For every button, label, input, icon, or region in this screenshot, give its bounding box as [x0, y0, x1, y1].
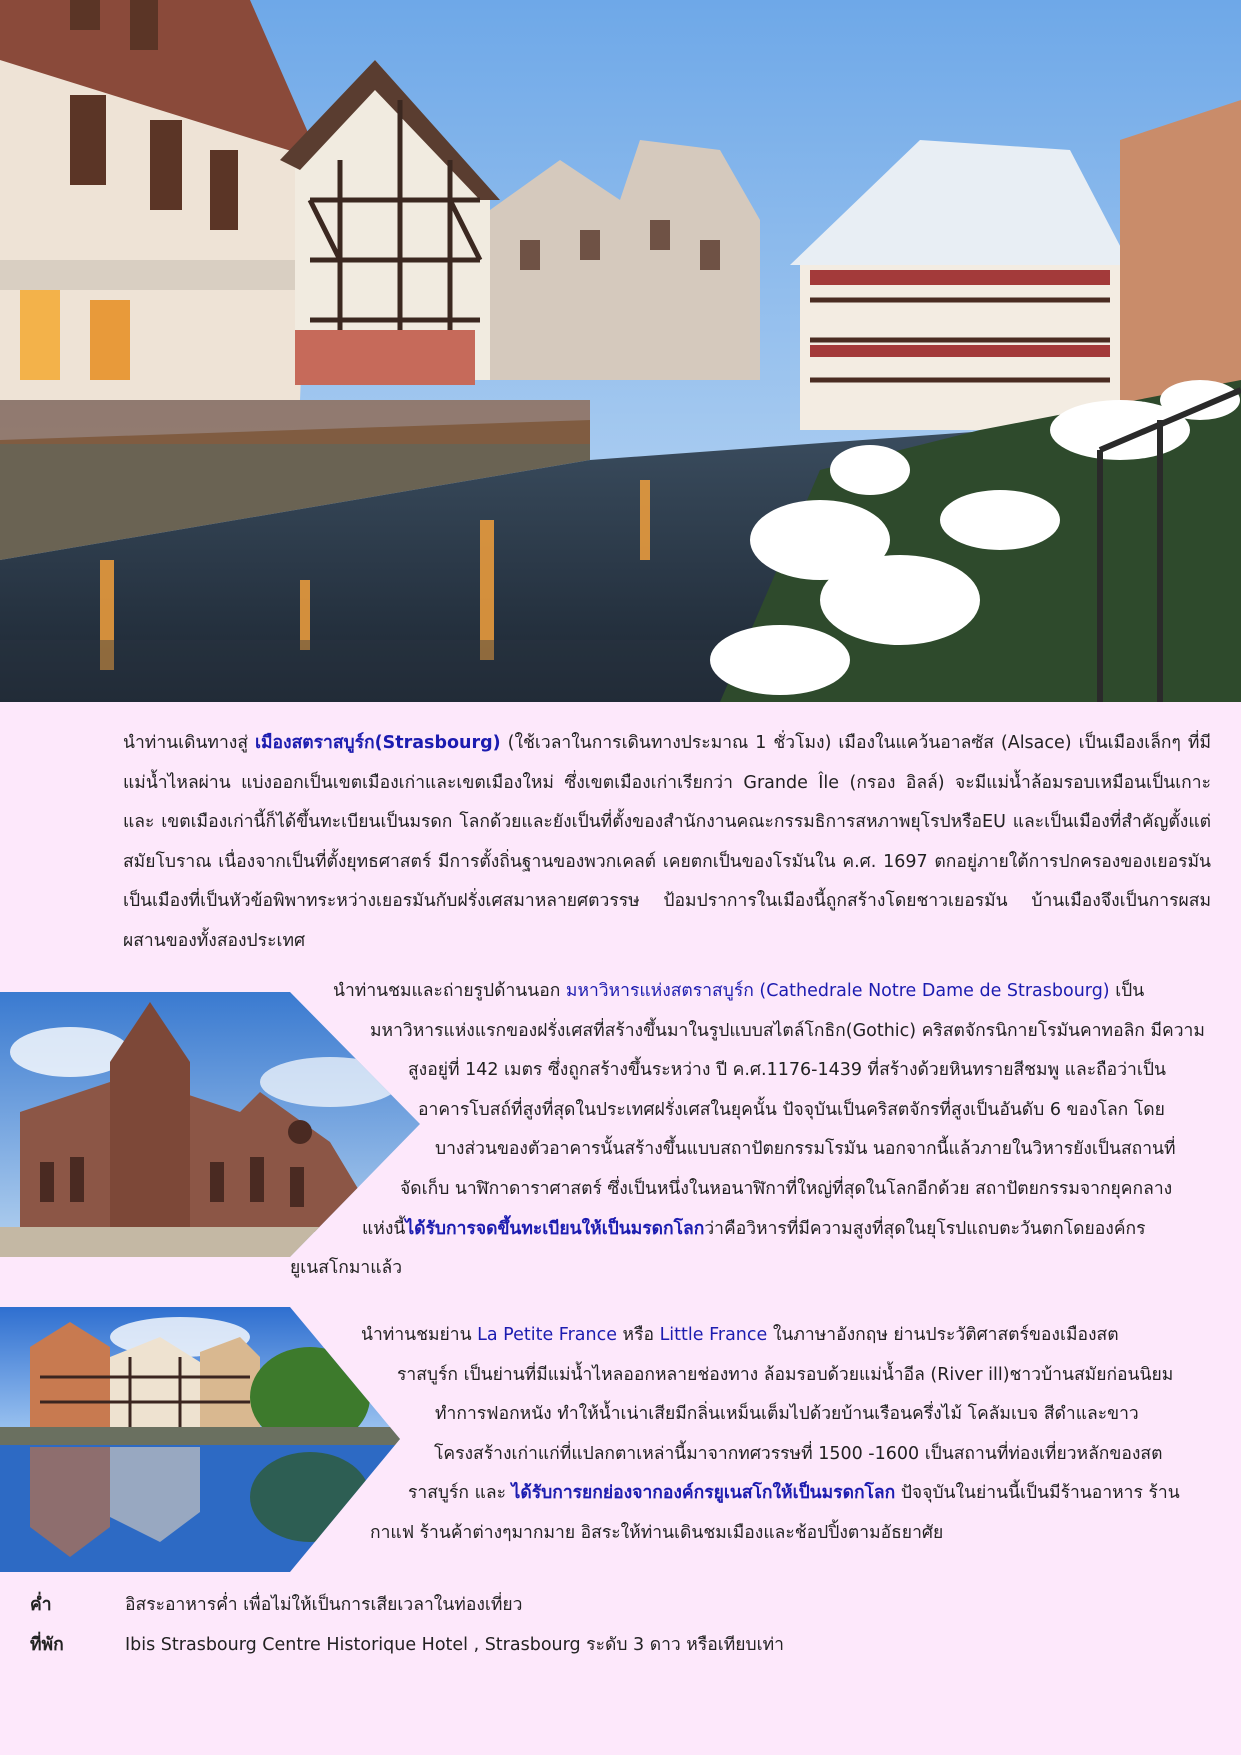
cathedral-line-5: บางส่วนของตัวอาคารนั้นสร้างขึ้นแบบสถาปัตยกรรมโรมัน นอกจากนี้แล้วภายในวิหารยังเป็นสถานที่ — [435, 1139, 1176, 1160]
intro-text: นำท่านเดินทางสู่ — [123, 733, 256, 753]
dinner-label: ค่ำ — [30, 1595, 52, 1615]
intro-text-body: (ใช้เวลาในการเดินทางประมาณ 1 ชั่วโมง) เมืองในแคว้นอาลซัส (Alsace) เป็นเมืองเล็กๆ ที่มีแม่น้ำไหลผ่าน แบ่งออกเป็นเขตเมืองเก่าและเขตเมืองใหม่ ซึ่งเขตเมืองเก่าเรียกว่า Grande Île (กรอง อิลล์) จะมีแม่น้ำล้อมรอบเหมือนเป็นเกาะ และ เขตเมืองเก่านี้ก็ได้ขึ้นทะเบียนเป็นมรดก โลกด้วยและยังเป็นที่ตั้งของสำนักงานคณะกรรมธิการสหภาพยุโรปหรือEU และเป็นเมืองที่สำคัญตั้งแต่สมัยโบราณ เนื่องจากเป็นที่ตั้งยุทธศาสตร์ มีการตั้งถิ่นฐานของพวกเคลต์ เคยตกเป็นของโรมันใน ค.ศ. 1697 ตกอยู่ภายใต้การปกครองของเยอรมัน เป็นเมืองที่เป็นหัวข้อพิพาทระหว่างเยอรมันกับฝรั่งเศสมาหลายศตวรรษ ป้อมปราการในเมืองนี้ถูกสร้างโดยชาวเยอรมัน บ้านเมืองจึงเป็นการผสมผสานของทั้งสองประเทศ — [123, 733, 1211, 951]
cathedral-line-7 — [290, 1210, 1211, 1250]
cathedral-paragraph — [290, 972, 1211, 1289]
petite-france-line-4: โครงสร้างเก่าแก่ที่แปลกตาเหล่านี้มาจากทศวรรษที่ 1500 -1600 เป็นสถานที่ท่องเที่ยวหลักของสต — [434, 1443, 1163, 1464]
petite-france-paragraph — [330, 1316, 1211, 1554]
petite-france-text: ราสบูร์ก และ — [408, 1483, 512, 1504]
strasbourg-intro-paragraph — [123, 724, 1211, 962]
dinner-row — [30, 1590, 1210, 1620]
petite-france-text: หรือ — [616, 1325, 660, 1345]
la-petite-france-highlight: La Petite France — [477, 1325, 617, 1345]
heritage-highlight: ได้รับการจดขึ้นทะเบียนให้เป็นมรดกโลก — [405, 1218, 705, 1239]
cathedral-line-3: สูงอยู่ที่ 142 เมตร ซึ่งถูกสร้างขึ้นระหว่าง ปี ค.ศ.1176-1439 ที่สร้างด้วยหินทรายสีชมพู และถือว่าเป็น — [408, 1060, 1166, 1081]
cathedral-line-6: จัดเก็บ นาฬิกาดาราศาสตร์ ซึ่งเป็นหนึ่งในหอนาฬิกาที่ใหญ่ที่สุดในโลกอีกด้วย สถาปัตยกรรมจากยุคกลาง — [400, 1178, 1173, 1199]
cathedral-text: ว่าคือวิหารที่มีความสูงที่สุดในยุโรปแถบตะวันตกโดยองค์กร — [704, 1218, 1146, 1239]
petite-france-text: นำท่านชมย่าน — [361, 1325, 478, 1345]
hotel-label: ที่พัก — [30, 1635, 64, 1655]
cathedral-line-8: ยูเนสโกมาแล้ว — [290, 1258, 403, 1279]
cathedral-line-1 — [290, 972, 1211, 1012]
cathedral-highlight: มหาวิหารแห่งสตราสบูร์ก (Cathedrale Notre Dame de Strasbourg) — [565, 981, 1110, 1001]
petite-france-line-3: ทำการฟอกหนัง ทำให้น้ำเน่าเสียมีกลิ่นเหม็นเต็มไปด้วยบ้านเรือนครึ่งไม้ โคลัมเบจ สีดำและขาว — [435, 1404, 1139, 1425]
cathedral-line-2: มหาวิหารแห่งแรกของฝรั่งเศสที่สร้างขึ้นมาในรูปแบบสไตล์โกธิก(Gothic) คริสตจักรนิกายโรมันคาทอลิก มีความ — [370, 1020, 1205, 1041]
petite-france-line-5 — [330, 1474, 1211, 1514]
cathedral-text: แห่งนี้ — [362, 1218, 406, 1239]
cathedral-line-4: อาคารโบสถ์ที่สูงที่สุดในประเทศฝรั่งเศสในยุคนั้น ปัจจุบันเป็นคริสตจักรที่สูงเป็นอันดับ 6 ของโลก โดย — [418, 1099, 1165, 1120]
cathedral-text: เป็น — [1109, 981, 1145, 1001]
petite-france-text: ในภาษาอังกฤษ ย่านประวัติศาสตร์ของเมืองสต — [767, 1325, 1119, 1345]
strasbourg-highlight: เมืองสตราสบูร์ก(Strasbourg) — [255, 733, 501, 753]
dinner-text: อิสระอาหารค่ำ เพื่อไม่ให้เป็นการเสียเวลาในท่องเที่ยว — [125, 1595, 523, 1615]
unesco-highlight: ได้รับการยกย่องจากองค์กรยูเนสโกให้เป็นมรดกโลก — [511, 1483, 896, 1504]
hotel-row — [30, 1630, 1210, 1660]
little-france-highlight: Little France — [659, 1325, 768, 1345]
petite-france-line-2: ราสบูร์ก เป็นย่านที่มีแม่น้ำไหลออกหลายช่องทาง ล้อมรอบด้วยแม่น้ำอีล (River ill)ชาวบ้านสมัยก่อนนิยม — [397, 1364, 1174, 1385]
hotel-text: Ibis Strasbourg Centre Historique Hotel , Strasbourg ระดับ 3 ดาว หรือเทียบเท่า — [125, 1635, 784, 1655]
strasbourg-canal-photo — [0, 0, 1241, 702]
petite-france-text: ปัจจุบันในย่านนี้เป็นมีร้านอาหาร ร้าน — [895, 1483, 1180, 1504]
cathedral-text: นำท่านชมและถ่ายรูปด้านนอก — [333, 981, 566, 1001]
petite-france-line-6: กาแฟ ร้านค้าต่างๆมากมาย อิสระให้ท่านเดินชมเมืองและช้อปปิ้งตามอัธยาศัย — [370, 1522, 944, 1543]
petite-france-line-1 — [330, 1316, 1211, 1356]
